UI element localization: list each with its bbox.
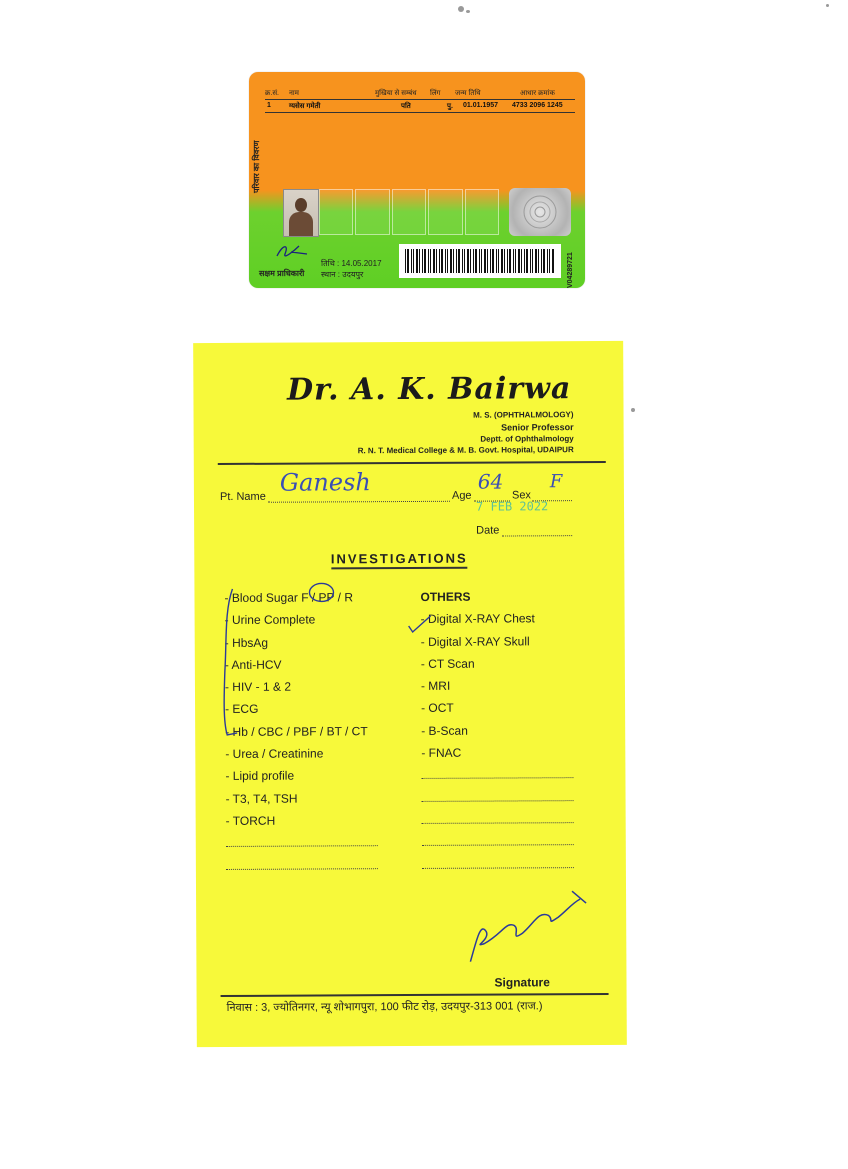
others-item: - CT Scan <box>420 656 475 671</box>
blank-line <box>422 812 536 835</box>
barcode-bar <box>475 249 477 273</box>
signature-label: Signature <box>494 975 550 990</box>
col-gender: लिंग <box>430 90 441 97</box>
barcode-bar <box>538 249 539 273</box>
family-id-card <box>249 72 585 288</box>
barcode-bar <box>470 249 471 273</box>
barcode-bar <box>436 249 437 273</box>
barcode-bar <box>428 249 429 273</box>
barcode-bar <box>547 249 548 273</box>
blank-line <box>226 835 369 858</box>
doctor-name: Dr. A. K. Bairwa <box>286 371 572 408</box>
card-serial: V04289721 <box>567 252 574 288</box>
barcode-bar <box>413 249 414 273</box>
barcode-bar <box>509 249 511 273</box>
barcode-bar <box>521 249 522 273</box>
barcode-bar <box>422 249 423 273</box>
hologram <box>509 188 571 236</box>
doctor-department: Deptt. of Ophthalmology <box>480 434 574 444</box>
barcode-bar <box>456 249 457 273</box>
barcode-bar <box>411 249 412 273</box>
member-sno: 1 <box>267 102 271 109</box>
barcode-bar <box>445 249 446 273</box>
blank-line <box>421 768 535 791</box>
barcode-bar <box>515 249 516 273</box>
barcode-bar <box>458 249 460 273</box>
others-item: - B-Scan <box>421 723 468 738</box>
footer-divider <box>221 993 609 997</box>
others-item: - FNAC <box>421 745 462 761</box>
residence-address: निवास : 3, ज्योतिनगर, न्यू शोभागपुरा, 100 फीट रोड़, उदयपुर-313 001 (राज.) <box>226 1000 543 1014</box>
barcode-bar <box>433 249 435 273</box>
barcode-bar <box>490 249 491 273</box>
blank-line <box>226 858 369 881</box>
barcode-bar <box>453 249 454 273</box>
investigation-item: - Urea / Creatinine <box>225 746 324 762</box>
barcode-bar <box>481 249 482 273</box>
col-name: नाम <box>289 90 299 97</box>
scan-speck <box>826 4 829 7</box>
col-sno: क्र.सं. <box>265 90 279 97</box>
investigation-item: - HIV - 1 & 2 <box>224 679 292 695</box>
barcode-bar <box>407 249 409 273</box>
barcode-bar <box>487 249 488 273</box>
col-aadhaar: आधार क्रमांक <box>520 90 555 97</box>
handwritten-tick-mark <box>405 612 435 636</box>
card-header-row <box>265 88 575 100</box>
barcode-bar <box>501 249 503 273</box>
barcode-bar <box>462 249 463 273</box>
blank-line <box>422 835 536 858</box>
authority-signature <box>273 242 313 262</box>
date-stamp: 7 FEB 2022 <box>475 499 549 514</box>
investigations-heading: INVESTIGATIONS <box>194 550 604 567</box>
investigation-item: - ECG <box>225 702 259 717</box>
barcode <box>399 244 561 278</box>
member-relation: पति <box>401 103 411 110</box>
sex-label: Sex <box>511 489 531 502</box>
barcode-bar <box>416 249 418 273</box>
barcode-bar <box>439 249 440 273</box>
others-item: - Digital X-RAY Skull <box>420 633 530 649</box>
investigation-item: - Hb / CBC / PBF / BT / CT <box>225 724 368 739</box>
barcode-bar <box>524 249 525 273</box>
barcode-bar <box>507 249 508 273</box>
handwritten-bracket-mark <box>210 580 341 741</box>
barcode-bar <box>518 249 520 273</box>
member-photo <box>283 189 319 237</box>
date-line <box>502 535 572 536</box>
barcode-bar <box>447 249 448 273</box>
others-heading: OTHERS <box>420 589 471 604</box>
doctor-title: Senior Professor <box>501 422 574 433</box>
barcode-bar <box>473 249 474 273</box>
others-list <box>420 589 536 879</box>
barcode-bar <box>498 249 499 273</box>
investigation-item: - T3, T4, TSH <box>225 791 298 806</box>
age-label: Age <box>451 489 472 502</box>
barcode-bar <box>535 249 537 273</box>
barcode-bar <box>450 249 452 273</box>
barcode-bar <box>492 249 494 273</box>
barcode-bar <box>526 249 528 273</box>
barcode-bar <box>479 249 480 273</box>
col-relation: मुखिया से सम्बंध <box>375 90 417 97</box>
pt-name-value: Ganesh <box>279 468 371 497</box>
barcode-bar <box>496 249 497 273</box>
doctor-degree: M. S. (OPHTHALMOLOGY) <box>473 410 574 420</box>
investigation-item: - TORCH <box>225 813 276 828</box>
investigation-slip <box>193 341 627 1047</box>
barcode-bar <box>405 249 406 273</box>
header-divider <box>218 461 606 465</box>
barcode-bar <box>543 249 545 273</box>
others-item: - Digital X-RAY Chest <box>420 611 535 627</box>
card-side-label: परिवार का विवरण <box>252 140 261 194</box>
doctor-signature <box>462 881 592 972</box>
pt-name-line <box>268 501 450 503</box>
barcode-bar <box>441 249 443 273</box>
barcode-bar <box>467 249 469 273</box>
age-value: 64 <box>477 469 504 494</box>
investigation-item: - Anti-HCV <box>224 657 282 672</box>
scan-speck <box>458 6 464 12</box>
others-item: - OCT <box>421 701 454 716</box>
blank-line <box>422 857 536 880</box>
investigation-item: - HbsAg <box>224 635 269 650</box>
issue-place: स्थान : उदयपुर <box>321 270 364 279</box>
scan-speck <box>466 10 470 13</box>
member-aadhaar: 4733 2096 1245 <box>512 102 563 109</box>
issuing-authority: सक्षम प्राधिकारी <box>259 269 305 278</box>
member-gender: पु. <box>447 103 453 110</box>
pt-name-label: Pt. Name <box>219 490 266 503</box>
barcode-bar <box>484 249 486 273</box>
date-label: Date <box>476 524 500 537</box>
barcode-bar <box>419 249 420 273</box>
barcode-bar <box>424 249 426 273</box>
scan-speck <box>631 408 635 412</box>
barcode-bar <box>430 249 431 273</box>
barcode-bar <box>530 249 531 273</box>
barcode-bar <box>464 249 465 273</box>
barcode-bar <box>532 249 533 273</box>
investigation-item: - Blood Sugar F / PP / R <box>224 590 354 605</box>
issue-date: तिथि : 14.05.2017 <box>321 259 382 268</box>
barcode-bar <box>504 249 505 273</box>
sex-value: F <box>549 471 563 493</box>
others-item: - MRI <box>420 678 451 694</box>
barcode-bar <box>549 249 550 273</box>
blank-line <box>422 790 536 813</box>
doctor-college: R. N. T. Medical College & M. B. Govt. Hospital, UDAIPUR <box>357 445 574 456</box>
barcode-bar <box>541 249 542 273</box>
barcode-bar <box>552 249 554 273</box>
member-name: ग्यसेस गमेती <box>289 103 321 110</box>
col-dob: जन्म तिथि <box>455 90 481 97</box>
barcode-bar <box>513 249 514 273</box>
card-member-row <box>265 101 575 113</box>
photo-slots <box>319 189 501 235</box>
member-dob: 01.01.1957 <box>463 102 499 109</box>
investigation-item: - Lipid profile <box>225 768 295 784</box>
investigation-item: - Urine Complete <box>224 612 316 628</box>
